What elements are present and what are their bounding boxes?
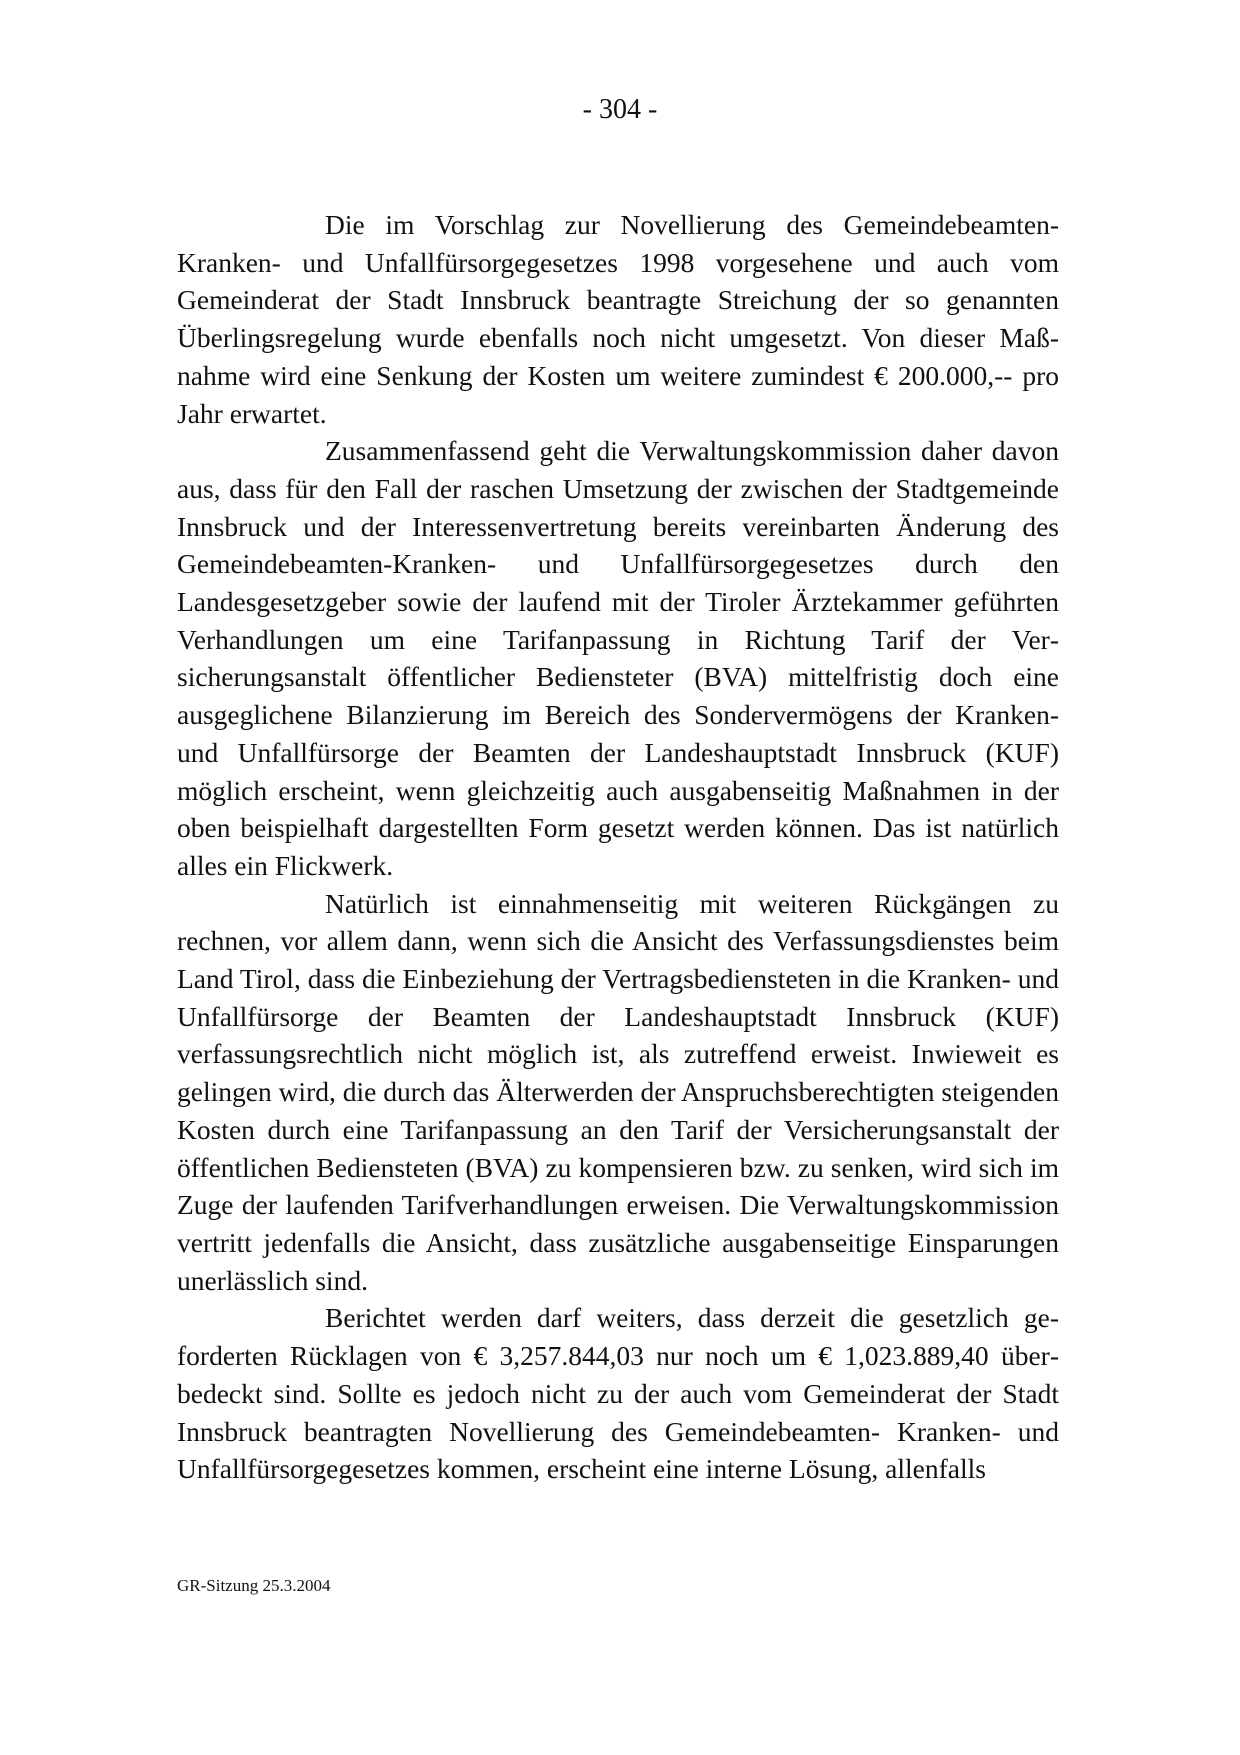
paragraph: Zusammenfassend geht die Verwaltungskommission daher davon aus, dass für den Fall der raschen Umsetzung der zwischen der Stadtgemeinde Innsbruck und der Interessenvertretung bereits vereinbarten Änderung des Gemeindebeamten-Kranken- und Unfallfürsorgegesetzes durch den Landesgesetzgeber sowie der laufend mit der Tiroler Ärztekammer geführten Verhandlungen um eine Tarifanpassung in Richtung Tarif der Versicherungsanstalt öffentlicher Bediensteter (BVA) mittelfristig doch eine ausgeglichene Bilanzierung im Bereich des Sondervermögens der Kranken- und Unfallfürsorge der Beamten der Landeshauptstadt Innsbruck (KUF) möglich erscheint, wenn gleichzeitig auch ausgabenseitig Maßnahmen in der oben beispielhaft dargestellten Form gesetzt werden können. Das ist natürlich alles ein Flickwerk. [177, 435, 1059, 881]
paragraph: Die im Vorschlag zur Novellierung des Gemeindebeamten-Kranken- und Unfallfürsorgegesetzes 1998 vorgesehene und auch vom Gemeinderat der Stadt Innsbruck beantragte Streichung der so genannten Überlingsregelung wurde ebenfalls noch nicht umgesetzt. Von dieser Maßnahme wird eine Senkung der Kosten um weitere zumindest € 200.000,-- pro Jahr erwartet. [177, 209, 1059, 429]
paragraph: Natürlich ist einnahmenseitig mit weiteren Rückgängen zu rechnen, vor allem dann, wenn sich die Ansicht des Verfassungsdienstes beim Land Tirol, dass die Einbeziehung der Vertragsbediensteten in die Kranken- und Unfallfürsorge der Beamten der Landeshauptstadt Innsbruck (KUF) verfassungsrechtlich nicht möglich ist, als zutreffend erweist. Inwieweit es gelingen wird, die durch das Älterwerden der Anspruchsberechtigten steigenden Kosten durch eine Tarifanpassung an den Tarif der Versicherungsanstalt der öffentlichen Bediensteten (BVA) zu kompensieren bzw. zu senken, wird sich im Zuge der laufenden Tarifverhandlungen erweisen. Die Verwaltungskommission vertritt jedenfalls die Ansicht, dass zusätzliche ausgabenseitige Einsparungen unerlässlich sind. [177, 887, 1060, 1296]
footer-session-date: GR-Sitzung 25.3.2004 [177, 1576, 331, 1595]
page-number: - 304 - [582, 94, 658, 125]
paragraph: Berichtet werden darf weiters, dass derzeit die gesetzlich geforderten Rücklagen von € 3,257.844,03 nur noch um € 1,023.889,40 überbedeckt sind. Sollte es jedoch nicht zu der auch vom Gemeinderat der Stadt Innsbruck beantragten Novellierung des Gemeindebeamten- Kranken- und Unfallfürsorgegesetzes kommen, erscheint eine interne Lösung, allenfalls [177, 1302, 1059, 1485]
body-text [177, 206, 1059, 1488]
